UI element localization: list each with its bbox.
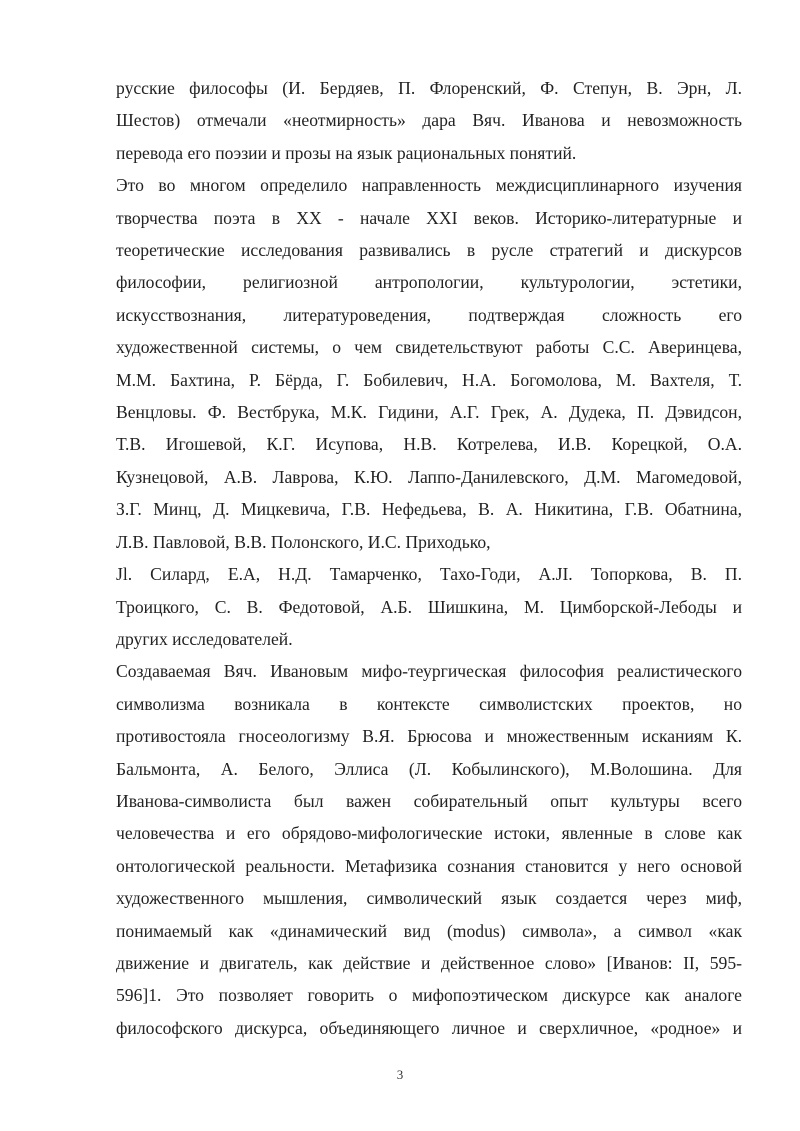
text-line: творчества поэта в XX - начале XXI веков. Историко-литературные и — [116, 207, 742, 228]
text-line: движение и двигатель, как действие и действенное слово» [Иванов: II, 595- — [116, 952, 742, 973]
text-line: 596]1. Это позволяет говорить о мифопоэтическом дискурсе как аналоге — [116, 985, 742, 1006]
body-text — [116, 72, 742, 1044]
text-line: Jl. Силард, Е.А, Н.Д. Тамарченко, Тахо-Годи, A.JI. Топоркова, В. П. — [116, 564, 742, 585]
text-line: онтологической реальности. Метафизика сознания становится у него основой — [116, 855, 742, 876]
text-line: русские философы (И. Бердяев, П. Флоренский, Ф. Степун, В. Эрн, Л. — [116, 78, 742, 98]
text-line: перевода его поэзии и прозы на язык рациональных понятий. — [116, 142, 577, 163]
page-number: 3 — [396, 1067, 404, 1082]
text-line: искусствознания, литературоведения, подтверждая сложность его — [116, 304, 742, 325]
text-line: понимаемый как «динамический вид (modus) символа», а символ «как — [116, 920, 742, 941]
text-line: Венцловы. Ф. Вестбрука, М.К. Гидини, А.Г. Грек, А. Дудека, П. Дэвидсон, — [116, 402, 742, 423]
text-line: М.М. Бахтина, Р. Бёрда, Г. Бобилевич, Н.А. Богомолова, М. Вахтеля, Т. — [116, 369, 742, 390]
text-line: Кузнецовой, А.В. Лаврова, К.Ю. Лаппо-Данилевского, Д.М. Магомедовой, — [116, 466, 742, 487]
text-line: Это во многом определило направленность междисциплинарного изучения — [116, 175, 742, 196]
text-line: философии, религиозной антропологии, культурологии, эстетики, — [116, 272, 742, 293]
text-line: З.Г. Минц, Д. Мицкевича, Г.В. Нефедьева, В. А. Никитина, Г.В. Обатнина, — [116, 499, 742, 520]
text-line: философского дискурса, объединяющего личное и сверхличное, «родное» и — [116, 1017, 742, 1038]
text-line: противостояла гносеологизму В.Я. Брюсова и множественным исканиям К. — [116, 726, 742, 747]
text-line: символизма возникала в контексте символистских проектов, но — [116, 693, 742, 714]
text-line: художественной системы, о чем свидетельствуют работы С.С. Аверинцева, — [116, 337, 742, 358]
text-line: художественного мышления, символический язык создается через миф, — [116, 888, 742, 909]
text-line: Шестов) отмечали «неотмирность» дара Вяч. Иванова и невозможность — [116, 110, 742, 131]
text-line: Л.В. Павловой, В.В. Полонского, И.С. Приходько, — [116, 531, 491, 552]
text-line: Иванова-символиста был важен собирательный опыт культуры всего — [116, 790, 742, 811]
text-line: Т.В. Игошевой, К.Г. Исупова, Н.В. Котрелева, И.В. Корецкой, О.А. — [116, 434, 742, 455]
text-line: человечества и его обрядово-мифологические истоки, явленные в слове как — [116, 823, 742, 844]
text-line: теоретические исследования развивались в русле стратегий и дискурсов — [116, 240, 742, 261]
text-line: Троицкого, С. В. Федотовой, А.Б. Шишкина, М. Цимборской-Лебоды и — [116, 596, 742, 617]
text-line: Бальмонта, А. Белого, Эллиса (Л. Кобылинского), М.Волошина. Для — [116, 758, 742, 779]
text-line: других исследователей. — [116, 628, 293, 649]
text-line: Создаваемая Вяч. Ивановым мифо-теургическая философия реалистического — [116, 661, 742, 682]
